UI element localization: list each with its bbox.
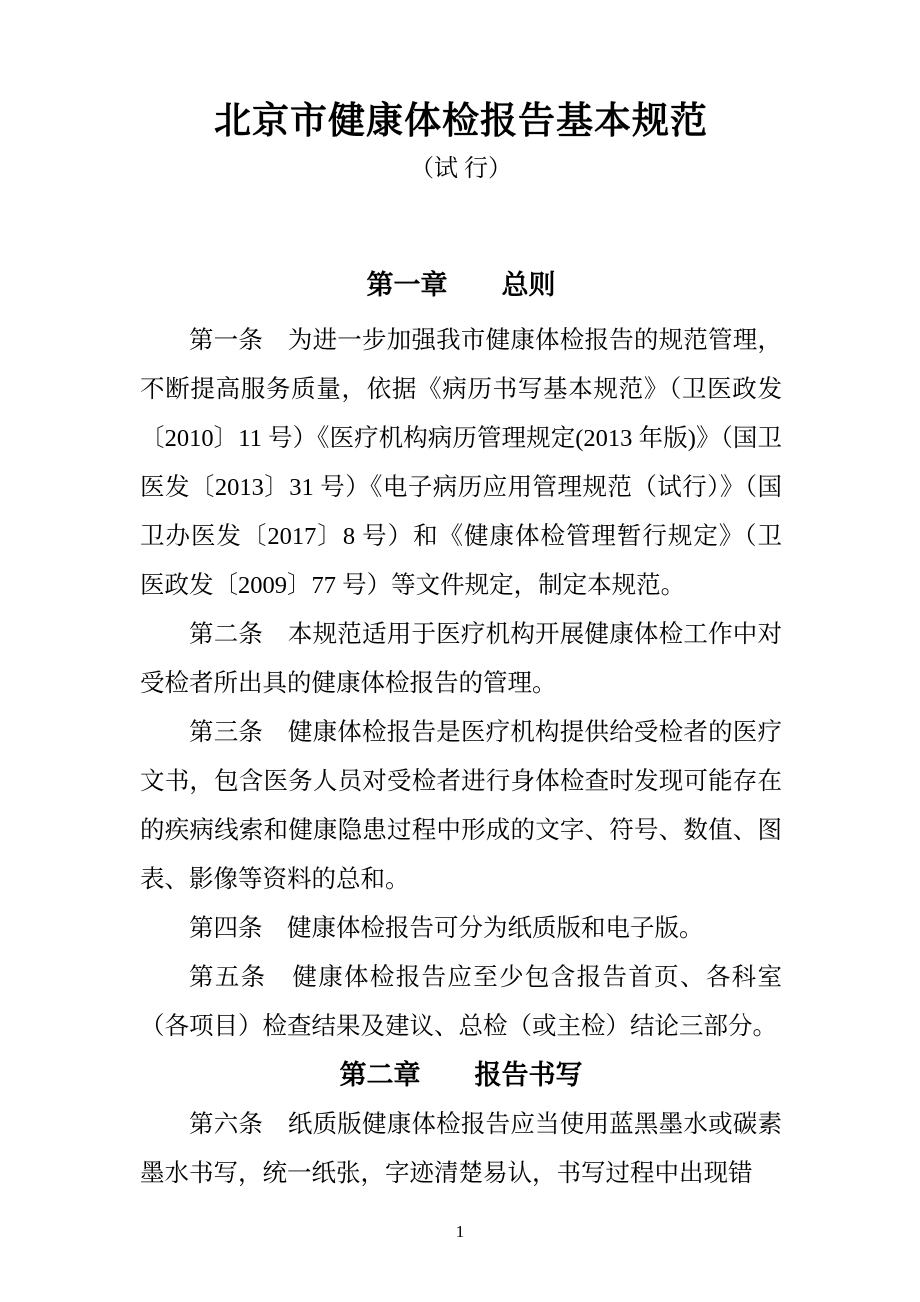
document-subtitle: （试 行） [410, 156, 512, 183]
article-2-paragraph: 第二条 本规范适用于医疗机构开展健康体检工作中对受检者所出具的健康体检报告的管理。 [140, 621, 782, 698]
article-3-paragraph: 第三条 健康体检报告是医疗机构提供给受检者的医疗文书，包含医务人员对受检者进行身体检查时发现可能存在的疾病线索和健康隐患过程中形成的文字、符号、数值、图表、影像等资料的总和。 [140, 719, 782, 894]
chapter-1-heading: 第一章 总则 [366, 270, 556, 301]
article-1-paragraph: 第一条 为进一步加强我市健康体检报告的规范管理，不断提高服务质量，依据《病历书写基本规范》（卫医政发〔2010〕11 号）《医疗机构病历管理规定(2013 年版)》（国卫医发〔2013〕31 号）《电子病历应用管理规范（试行）》（国卫办医发〔2017〕8 号）和《健康体检管理暂行规定》（卫医政发〔2009〕77 号）等文件规定，制定本规范。 [140, 327, 782, 600]
document-title: 北京市健康体检报告基本规范 [214, 100, 708, 141]
article-6-paragraph: 第六条 纸质版健康体检报告应当使用蓝黑墨水或碳素墨水书写，统一纸张，字迹清楚易认，书写过程中出现错 [140, 1111, 782, 1188]
article-5-paragraph: 第五条 健康体检报告应至少包含报告首页、各科室（各项目）检查结果及建议、总检（或主检）结论三部分。 [140, 964, 782, 1041]
chapter-2-heading: 第二章 报告书写 [339, 1060, 583, 1091]
article-4-paragraph: 第四条 健康体检报告可分为纸质版和电子版。 [189, 915, 704, 943]
page-number: 1 [455, 1222, 465, 1241]
